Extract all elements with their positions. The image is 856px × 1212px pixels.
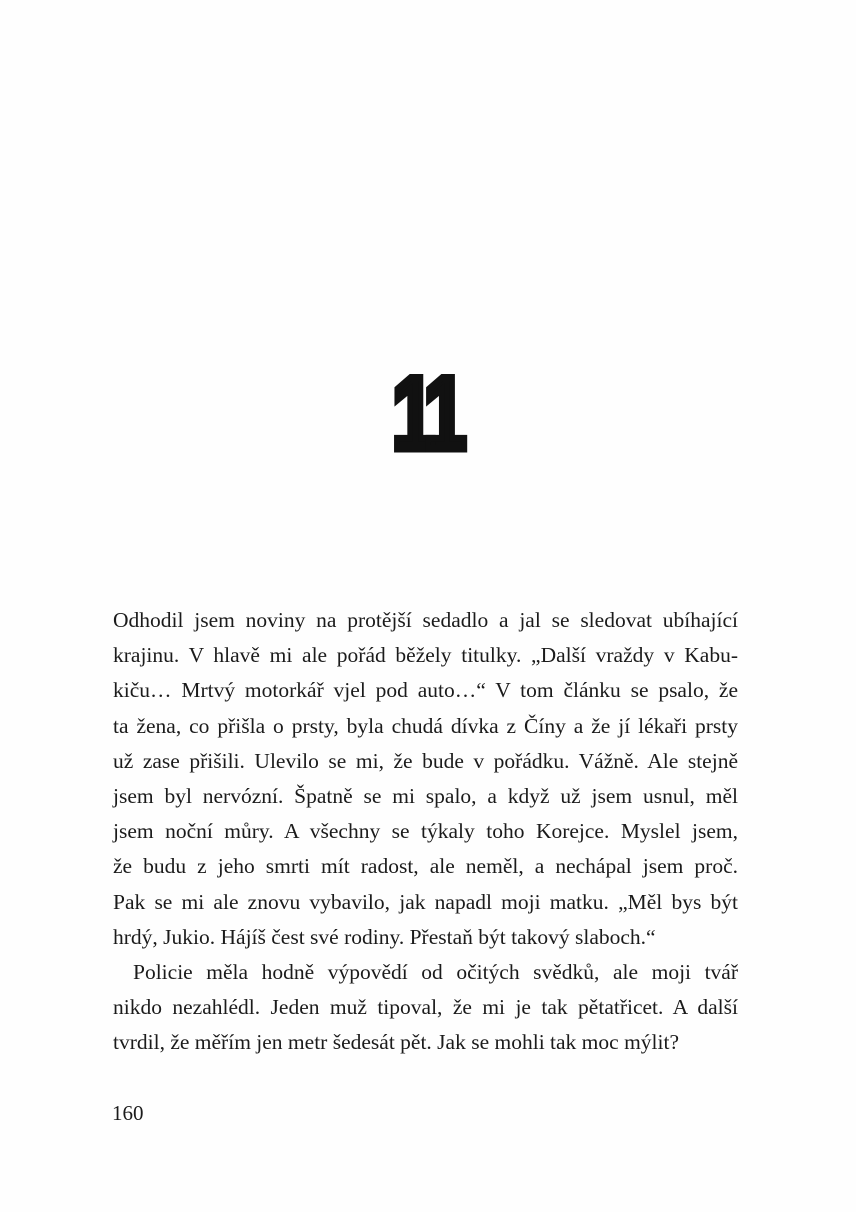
text-line: ta žena, co přišla o prsty, byla chudá dívka z Číny a že jí lékaři prsty [113, 713, 738, 738]
text-line: hrdý, Jukio. Hájíš čest své rodiny. Přestaň být takový slaboch.“ [113, 924, 656, 949]
text-line: Policie měla hodně výpovědí od očitých svědků, ale moji tvář [133, 960, 738, 985]
chapter-number: 11 [391, 356, 460, 472]
text-line: nikdo nezahlédl. Jeden muž tipoval, že mi je tak pětatřicet. A další [113, 995, 738, 1020]
text-line: jsem byl nervózní. Špatně se mi spalo, a když už jsem usnul, měl [113, 784, 738, 809]
text-line: Pak se mi ale znovu vybavilo, jak napadl moji matku. „Měl bys být [113, 889, 738, 914]
text-line: tvrdil, že měřím jen metr šedesát pět. Jak se mohli tak moc mýlit? [113, 1030, 680, 1055]
body-text [113, 603, 738, 1061]
text-line: jsem noční můry. A všechny se týkaly toho Korejce. Myslel jsem, [113, 819, 738, 844]
text-line: už zase přišili. Ulevilo se mi, že bude v pořádku. Vážně. Ale stejně [113, 748, 738, 773]
page-number: 160 [112, 1101, 144, 1125]
text-line: krajinu. V hlavě mi ale pořád běžely titulky. „Další vraždy v Kabu- [113, 643, 738, 668]
text-line: Odhodil jsem noviny na protější sedadlo a jal se sledovat ubíhající [113, 608, 738, 632]
text-line: že budu z jeho smrti mít radost, ale neměl, a nechápal jsem proč. [113, 854, 738, 879]
text-line: kiču… Mrtvý motorkář vjel pod auto…“ V tom článku se psalo, že [113, 678, 738, 703]
